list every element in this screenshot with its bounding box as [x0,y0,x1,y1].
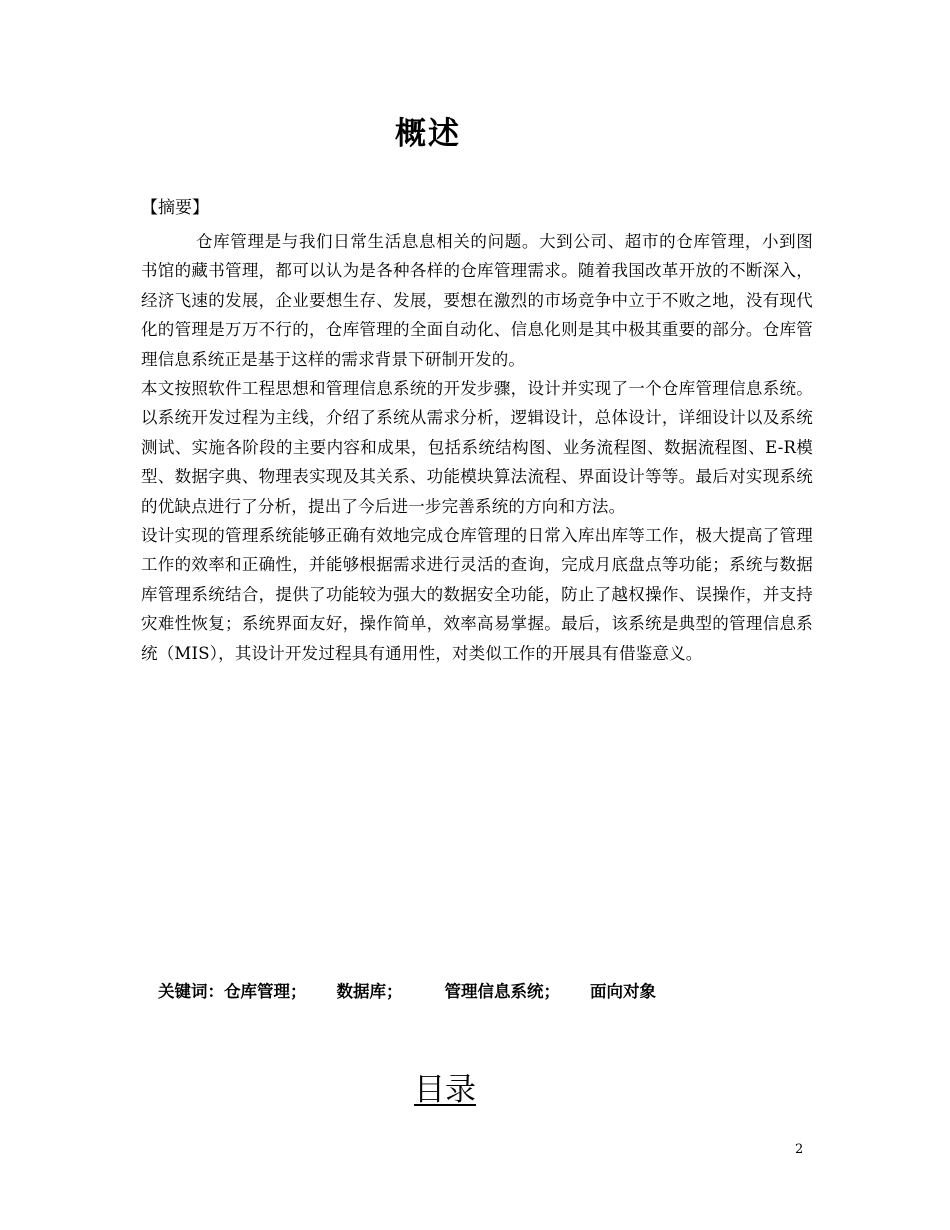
abstract-paragraph-2: 本文按照软件工程思想和管理信息系统的开发步骤，设计并实现了一个仓库管理信息系统。以系统开发过程为主线，介绍了系统从需求分析，逻辑设计，总体设计，详细设计以及系统测试、实施各阶段的主要内容和成果，包括系统结构图、业务流程图、数据流程图、E-R模型、数据字典、物理表实现及其关系、功能模块算法流程、界面设计等等。最后对实现系统的优缺点进行了分析，提出了今后进一步完善系统的方向和方法。 [141,379,813,516]
abstract-label: 【摘要】 [141,198,209,218]
abstract-paragraph-1: 仓库管理是与我们日常生活息息相关的问题。大到公司、超市的仓库管理，小到图书馆的藏书管理，都可以认为是各种各样的仓库管理需求。随着我国改革开放的不断深入，经济飞速的发展，企业要想生存、发展，要想在激烈的市场竞争中立于不败之地，没有现代化的管理是万万不行的，仓库管理的全面自动化、信息化则是其中极其重要的部分。仓库管理信息系统正是基于这样的需求背景下研制开发的。 [141,232,813,369]
keyword-item: 面向对象 [590,982,656,1001]
toc-heading [0,1068,890,1112]
abstract-paragraph-3: 设计实现的管理系统能够正确有效地完成仓库管理的日常入库出库等工作，极大提高了管理工作的效率和正确性，并能够根据需求进行灵活的查询，完成月底盘点等功能；系统与数据库管理系统结合，提供了功能较为强大的数据安全功能，防止了越权操作、误操作，并支持灾难性恢复；系统界面友好，操作简单，效率高易掌握。最后，该系统是典型的管理信息系统（MIS），其设计开发过程具有通用性，对类似工作的开展具有借鉴意义。 [141,526,813,663]
page-number: 2 [795,1142,804,1157]
keywords-label: 关键词： [158,982,224,1001]
keywords-line [158,980,656,1004]
keyword-item: 仓库管理； [224,982,307,1001]
keyword-item: 数据库； [336,982,403,1001]
keyword-item: 管理信息系统； [444,982,560,1001]
toc-title: 目录 [414,1072,476,1108]
abstract-body [141,227,813,668]
page-title: 概述 [395,116,461,152]
